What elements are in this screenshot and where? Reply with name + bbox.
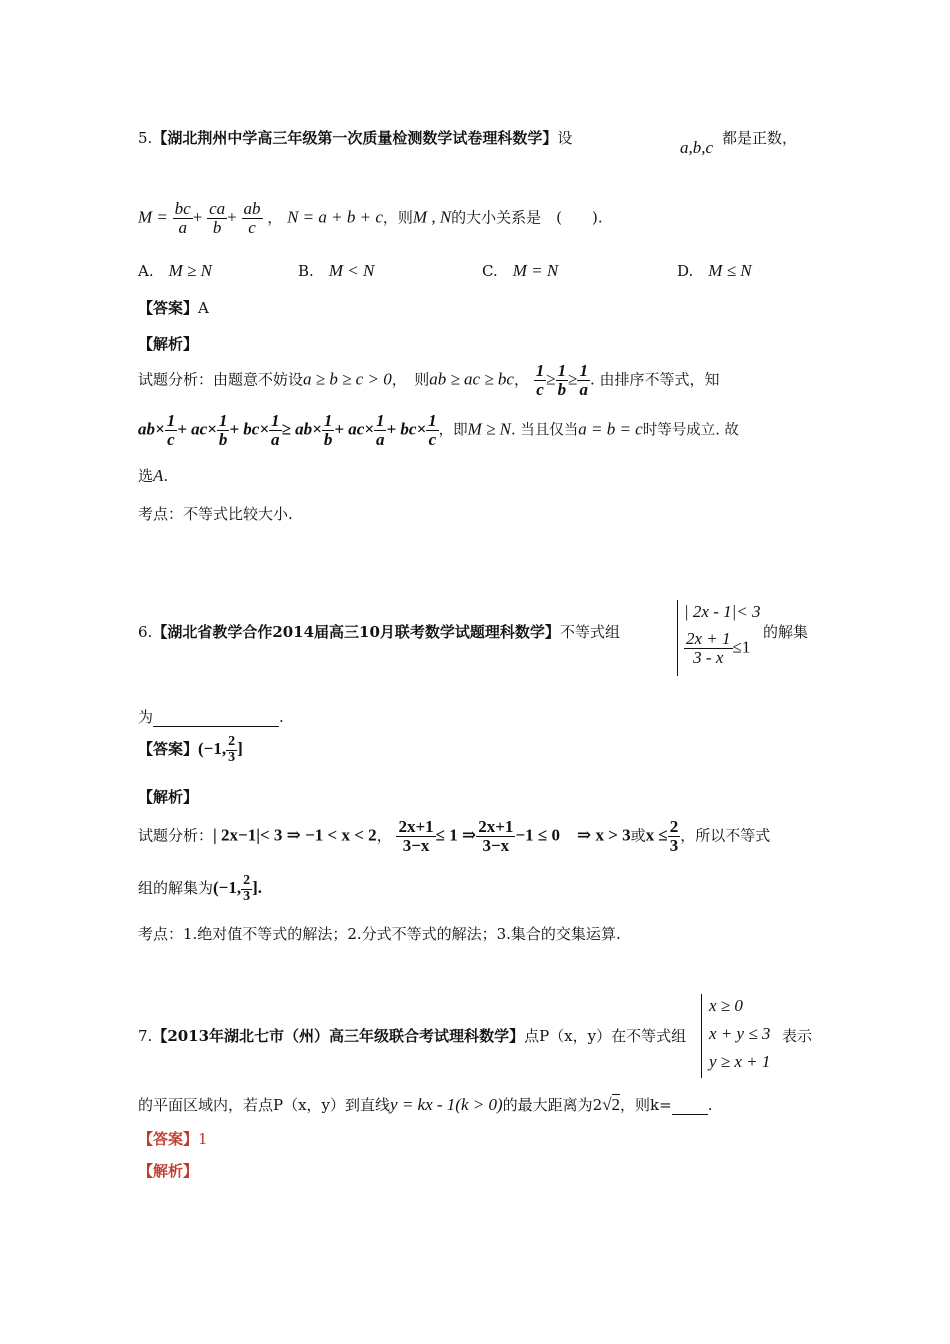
q5-stem-pre: 设 — [557, 129, 573, 147]
q5-answer: 【答案】A — [138, 299, 209, 317]
q5-frac-1-a: $\frac{1}{a}$ — [579, 361, 588, 399]
q7-analysis-tag: 【解析】 — [138, 1162, 199, 1180]
q5-number: 5. — [138, 129, 153, 147]
q6-line2: 为 . — [138, 708, 284, 726]
q7-line2: 的平面区域内，若点P（x，y）到直线y = kx - 1(k > 0)的最大距离为2√2，则k= . — [138, 1095, 713, 1114]
q6-system-brace — [677, 600, 678, 676]
q5-analysis-line3: 选A. — [138, 466, 169, 485]
q6-system-line2: $\frac{2x + 1}{3 - x}$ ≤1 — [686, 629, 751, 667]
q5-comma: ， — [267, 208, 283, 227]
q5-analysis-line1: 试题分析：由题意不妨设a ≥ b ≥ c > 0， 则ab ≥ ac ≥ bc， $\frac{1}{c}$ ≥ $\frac{1}{b}$ ≥ $\frac{1}{a}$ . 由排序不等式，知 — [138, 361, 720, 399]
q7-stem-post: 表示 — [782, 1027, 813, 1045]
q6-header: 6.【湖北省教学合作2014届高三10月联考数学试题理科数学】不等式组 — [138, 623, 620, 641]
q5-kaodian: 考点：不等式比较大小. — [138, 505, 293, 523]
q5-definition-line — [138, 200, 603, 237]
q5-vars: a,b,c — [680, 138, 714, 157]
q5-option-b: B. M < N — [298, 261, 375, 280]
q5-option-d: D. M ≤ N — [677, 261, 752, 280]
q7-system-line2: x + y ≤ 3 — [709, 1024, 771, 1043]
q5-plus: + — [192, 207, 203, 227]
q7-sqrt-sign: √ — [602, 1095, 612, 1114]
q7-answer: 【答案】1 — [138, 1130, 208, 1148]
q5-stem-post: 都是正数， — [722, 129, 798, 147]
q6-system-line1: | 2x - 1|< 3 — [684, 602, 761, 621]
q5-frac-bc-a: $\frac{bc}{a}$ — [174, 199, 191, 237]
q5-frac-ca-b: $\frac{ca}{b}$ — [209, 199, 226, 237]
q5-analysis-tag: 【解析】 — [138, 335, 199, 353]
q6-analysis-tag: 【解析】 — [138, 788, 199, 806]
q7-system-line1: x ≥ 0 — [709, 996, 743, 1015]
q7-header: 7.【2013年湖北七市（州）高三年级联合考试理科数学】点P（x，y）在不等式组 — [138, 1027, 687, 1045]
q5-mid: ，则 — [382, 208, 413, 227]
q5-frac-1-c: $\frac{1}{c}$ — [535, 361, 545, 399]
q5-frac-1-b: $\frac{1}{b}$ — [557, 361, 567, 399]
q6-analysis-line2: 组的解集为(−1, $\frac{2}{3}$ ]. — [138, 873, 263, 904]
q5-analysis-line2: ab× $\frac{1}{c}$ + ac× $\frac{1}{b}$ + bc× $\frac{1}{a}$ ≥ ab× $\frac{1}{b}$ + ac× $\frac{1}{a}$ + bc× $\frac{1}{c}$ ，即M ≥ N. 当且仅当a = b = c时等号成立. 故 — [138, 411, 739, 449]
q7-answer-blank — [672, 1096, 708, 1115]
q5-tail: 的大小关系是 ( ). — [451, 208, 603, 227]
q5-option-a: A. M ≥ N — [138, 261, 212, 280]
q5-option-c: C. M = N — [482, 261, 559, 280]
q5-plus: + — [227, 207, 237, 227]
q6-answer: 【答案】(−1, $\frac{2}{3}$ ] — [138, 734, 243, 765]
q6-kaodian: 考点：1.绝对值不等式的解法；2.分式不等式的解法；3.集合的交集运算. — [138, 925, 621, 943]
q5-MN: M , N — [412, 207, 452, 227]
q7-system-brace — [701, 994, 702, 1078]
q5-M-def: M = — [138, 207, 168, 227]
q6-answer-blank — [153, 708, 279, 727]
q5-frac-ab-c: $\frac{ab}{c}$ — [243, 199, 261, 237]
q6-stem-post: 的解集 — [763, 623, 809, 641]
q5-N-def: N = a + b + c — [287, 207, 383, 227]
q5-header — [138, 127, 572, 148]
q7-system-line3: y ≥ x + 1 — [709, 1052, 771, 1071]
q6-analysis-line1: 试题分析：| 2x−1|< 3 ⇒ −1 < x < 2， $\frac{2x+1}{3-x}$ ≤ 1 ⇒ $\frac{2x+1}{3-x}$ −1 ≤ 0 ⇒ x > 3或x ≤ $\frac{2}{3}$ ，所以不等式 — [138, 817, 771, 855]
q5-source: 【湖北荆州中学高三年级第一次质量检测数学试卷理科数学】 — [152, 129, 558, 147]
